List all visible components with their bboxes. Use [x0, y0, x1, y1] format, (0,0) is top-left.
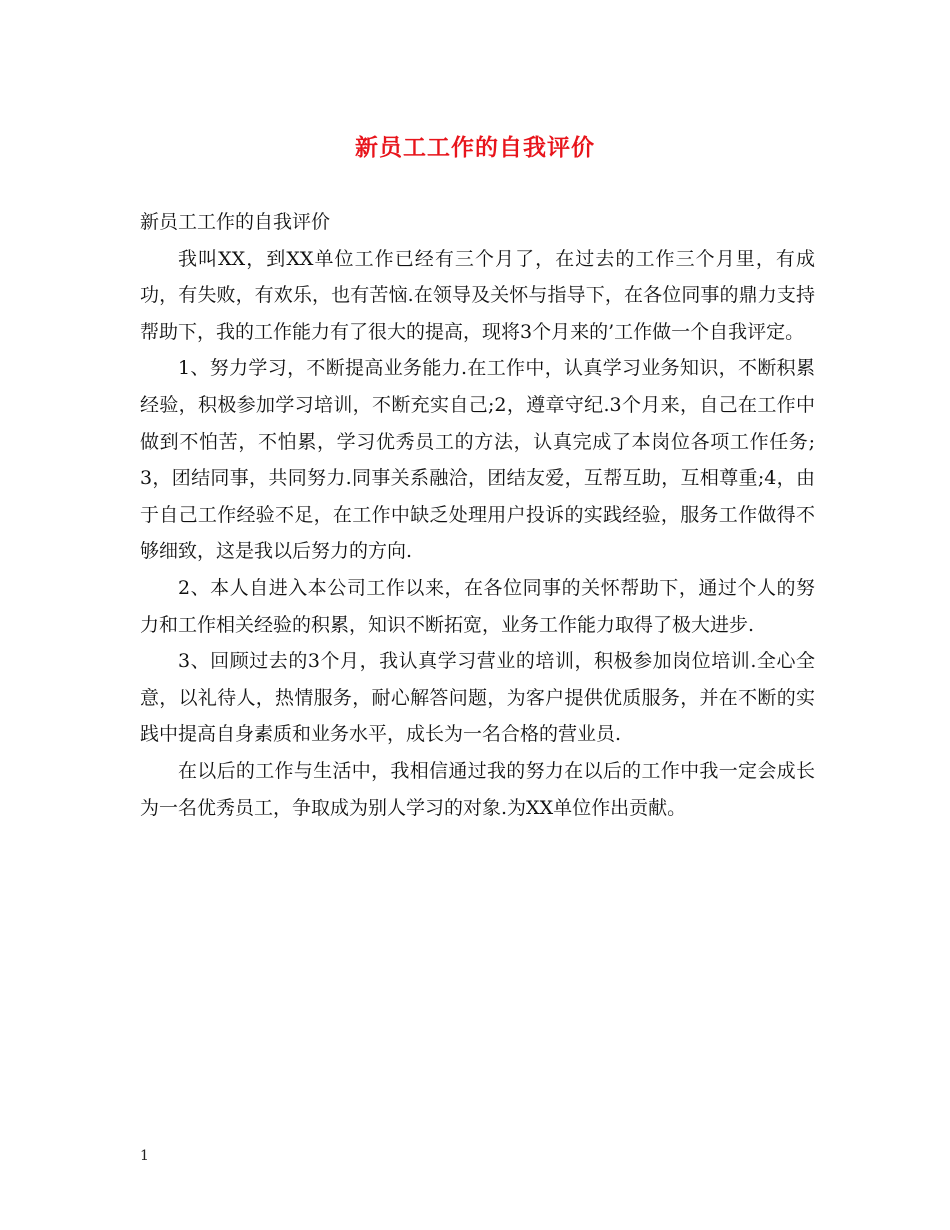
paragraph-point-2: 2、本人自进入本公司工作以来，在各位同事的关怀帮助下，通过个人的努力和工作相关经验的积累，知识不断拓宽，业务工作能力取得了极大进步.: [140, 576, 815, 636]
document-title: 新员工工作的自我评价: [355, 134, 595, 161]
paragraph-conclusion: 在以后的工作与生活中，我相信通过我的努力在以后的工作中我一定会成长为一名优秀员工，争取成为别人学习的对象.为XX单位作出贡献。: [140, 759, 815, 819]
page-number: 1: [140, 1148, 149, 1164]
paragraph-point-1: 1、努力学习，不断提高业务能力.在工作中，认真学习业务知识，不断积累经验，积极参加学习培训，不断充实自己;2，遵章守纪.3个月来，自己在工作中做到不怕苦，不怕累，学习优秀员工的方法，认真完成了本岗位各项工作任务;3，团结同事，共同努力.同事关系融洽，团结友爱，互帮互助，互相尊重;4，由于自己工作经验不足，在工作中缺乏处理用户投诉的实践经验，服务工作做得不够细致，这是我以后努力的方向.: [140, 357, 815, 563]
document-subtitle: 新员工工作的自我评价: [140, 211, 331, 233]
paragraph-point-3: 3、回顾过去的3个月，我认真学习营业的培训，积极参加岗位培训.全心全意，以礼待人，热情服务，耐心解答问题，为客户提供优质服务，并在不断的实践中提高自身素质和业务水平，成长为一名合格的营业员.: [140, 650, 815, 746]
document-body: [140, 204, 815, 826]
paragraph-intro: 我叫XX，到XX单位工作已经有三个月了，在过去的工作三个月里，有成功，有失败，有欢乐，也有苦恼.在领导及关怀与指导下，在各位同事的鼎力支持帮助下，我的工作能力有了很大的提高，现将3个月来的’工作做一个自我评定。: [140, 247, 815, 343]
